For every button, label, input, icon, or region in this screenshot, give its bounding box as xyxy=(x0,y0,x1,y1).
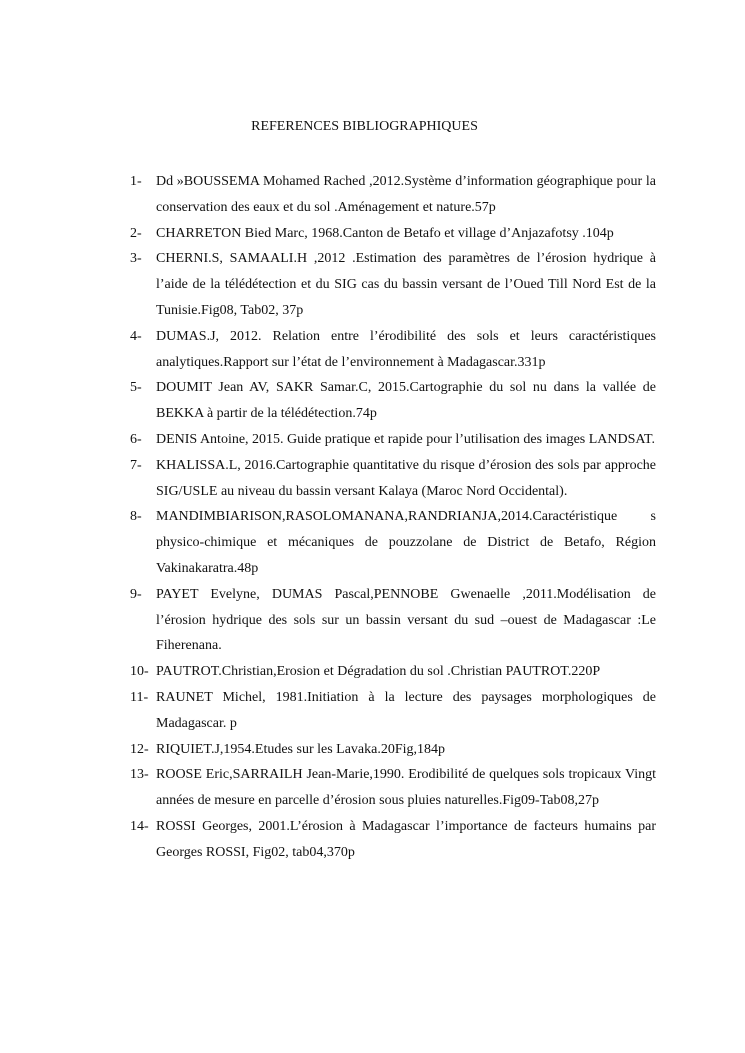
reference-number: 14- xyxy=(130,818,149,834)
reference-text: ROSSI Georges, 2001.L’érosion à Madagascar l’importance de facteurs humains par Georges ROSSI, Fig02, tab04,370p xyxy=(156,818,656,860)
reference-text: CHERNI.S, SAMAALI.H ,2012 .Estimation des paramètres de l’érosion hydrique à l’aide de la télédétection et du SIG cas du bassin versant de l’Oued Till Nord Est de la Tunisie.Fig08, Tab02, 37p xyxy=(156,251,656,318)
reference-item xyxy=(130,737,656,763)
page-title-text: REFERENCES BIBLIOGRAPHIQUES xyxy=(251,119,478,134)
reference-item xyxy=(130,504,656,581)
reference-item xyxy=(130,814,656,866)
reference-text: DUMAS.J, 2012. Relation entre l’érodibilité des sols et leurs caractéristiques analytiques.Rapport sur l’état de l’environnement à Madagascar.331p xyxy=(156,328,656,370)
reference-text: CHARRETON Bied Marc, 1968.Canton de Betafo et village d’Anjazafotsy .104p xyxy=(156,225,614,241)
reference-text: KHALISSA.L, 2016.Cartographie quantitative du risque d’érosion des sols par approche SIG/USLE au niveau du bassin versant Kalaya (Maroc Nord Occidental). xyxy=(156,457,656,499)
reference-number: 2- xyxy=(130,225,142,241)
reference-number: 10- xyxy=(130,664,149,680)
reference-number: 3- xyxy=(130,251,142,267)
reference-number: 8- xyxy=(130,509,142,525)
reference-number: 9- xyxy=(130,586,142,602)
reference-text: MANDIMBIARISON,RASOLOMANANA,RANDRIANJA,2014.Caractéristique s physico-chimique et mécaniques de pouzzolane de District de Betafo, Région Vakinakaratra.48p xyxy=(156,509,656,576)
reference-item xyxy=(130,582,656,659)
reference-list xyxy=(130,169,656,866)
reference-text: Dd »BOUSSEMA Mohamed Rached ,2012.Système d’information géographique pour la conservation des eaux et du sol .Aménagement et nature.57p xyxy=(156,174,656,215)
reference-number: 12- xyxy=(130,741,149,757)
reference-item xyxy=(130,246,656,323)
reference-number: 11- xyxy=(130,689,149,705)
reference-item xyxy=(130,169,656,221)
reference-number: 5- xyxy=(130,380,142,396)
reference-text: RIQUIET.J,1954.Etudes sur les Lavaka.20Fig,184p xyxy=(156,741,446,757)
reference-item xyxy=(130,453,656,505)
reference-item xyxy=(130,221,656,247)
reference-item xyxy=(130,762,656,814)
reference-number: 6- xyxy=(130,431,142,447)
reference-number: 7- xyxy=(130,457,142,473)
reference-text: DOUMIT Jean AV, SAKR Samar.C, 2015.Cartographie du sol nu dans la vallée de BEKKA à partir de la télédétection.74p xyxy=(156,380,656,422)
reference-text: PAYET Evelyne, DUMAS Pascal,PENNOBE Gwenaelle ,2011.Modélisation de l’érosion hydrique des sols sur un bassin versant du sud –ouest de Madagascar :Le Fiherenana. xyxy=(156,586,656,654)
reference-text: ROOSE Eric,SARRAILH Jean-Marie,1990. Erodibilité de quelques sols tropicaux Vingt années de mesure en parcelle d’érosion sous pluies naturelles.Fig09-Tab08,27p xyxy=(156,767,656,809)
reference-item xyxy=(130,324,656,376)
page-title xyxy=(0,119,745,135)
reference-number: 4- xyxy=(130,328,142,344)
reference-text: RAUNET Michel, 1981.Initiation à la lecture des paysages morphologiques de Madagascar. p xyxy=(156,689,656,731)
reference-item xyxy=(130,427,656,453)
reference-number: 13- xyxy=(130,767,149,783)
reference-item xyxy=(130,685,656,737)
reference-text: PAUTROT.Christian,Erosion et Dégradation du sol .Christian PAUTROT.220P xyxy=(156,664,601,680)
reference-text: DENIS Antoine, 2015. Guide pratique et rapide pour l’utilisation des images LANDSAT. xyxy=(156,431,655,447)
reference-item xyxy=(130,375,656,427)
reference-number: 1- xyxy=(130,174,142,189)
reference-item xyxy=(130,659,656,685)
